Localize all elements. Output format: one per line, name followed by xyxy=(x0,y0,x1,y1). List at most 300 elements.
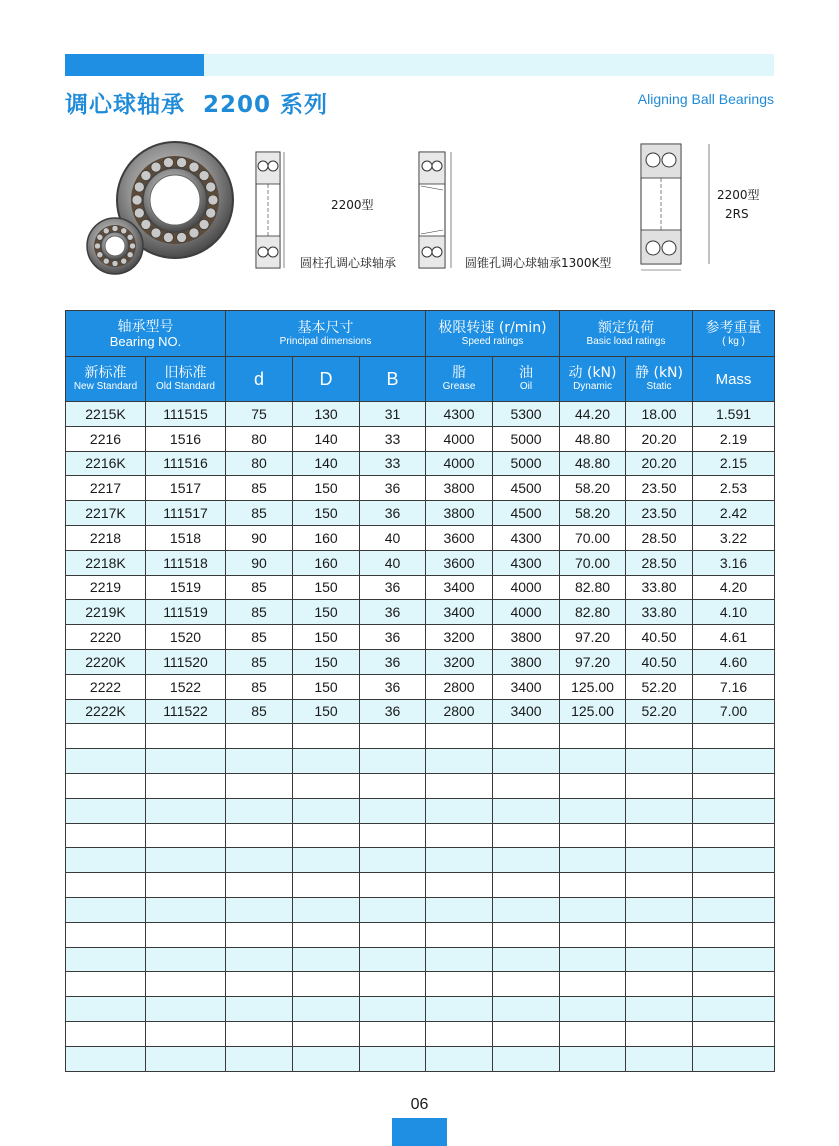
table-cell: 90 xyxy=(226,525,293,550)
table-cell: 85 xyxy=(226,476,293,501)
table-cell: 4000 xyxy=(493,575,560,600)
table-cell xyxy=(493,897,560,922)
table-cell xyxy=(493,823,560,848)
table-row-empty xyxy=(66,749,775,774)
table-cell xyxy=(426,749,493,774)
table-cell: 150 xyxy=(293,625,360,650)
table-cell xyxy=(426,724,493,749)
table-cell xyxy=(626,947,693,972)
table-cell xyxy=(293,972,360,997)
table-cell xyxy=(693,1046,775,1071)
table-cell: 160 xyxy=(293,550,360,575)
table-cell xyxy=(146,997,226,1022)
bearing-ball xyxy=(132,195,142,205)
table-cell xyxy=(626,848,693,873)
table-cell xyxy=(226,873,293,898)
table-cell: 2.19 xyxy=(693,426,775,451)
table-cell xyxy=(493,798,560,823)
table-row xyxy=(66,674,775,699)
table-cell: 3.16 xyxy=(693,550,775,575)
table-cell xyxy=(626,823,693,848)
table-cell: 2800 xyxy=(426,699,493,724)
table-cell: 130 xyxy=(293,402,360,427)
bearing-ball xyxy=(127,252,133,258)
table-cell: 20.20 xyxy=(626,451,693,476)
cylindrical-bore-drawing xyxy=(250,144,290,274)
table-cell: 3.22 xyxy=(693,525,775,550)
table-cell xyxy=(426,922,493,947)
type-2rs-label-1: 2200型 xyxy=(717,188,760,202)
table-cell: 3800 xyxy=(426,501,493,526)
table-cell xyxy=(226,798,293,823)
table-row xyxy=(66,451,775,476)
table-cell: 85 xyxy=(226,699,293,724)
table-cell: 1519 xyxy=(146,575,226,600)
table-cell xyxy=(360,873,426,898)
table-cell: 2.53 xyxy=(693,476,775,501)
table-cell xyxy=(493,972,560,997)
table-cell: 2217 xyxy=(66,476,146,501)
table-cell: 2.42 xyxy=(693,501,775,526)
table-cell: 82.80 xyxy=(560,600,626,625)
bearing-ball xyxy=(206,182,216,192)
table-cell: 1520 xyxy=(146,625,226,650)
table-cell: 23.50 xyxy=(626,476,693,501)
table-cell xyxy=(226,1021,293,1046)
table-cell: 3400 xyxy=(493,674,560,699)
table-cell: 20.20 xyxy=(626,426,693,451)
table-cell xyxy=(426,947,493,972)
table-cell xyxy=(146,848,226,873)
table-cell: 18.00 xyxy=(626,402,693,427)
page-number: 06 xyxy=(410,1096,429,1113)
group-dimensions: 基本尺寸 Principal dimensions xyxy=(226,311,426,357)
table-cell xyxy=(493,947,560,972)
group-load-ratings: 额定负荷 Basic load ratings xyxy=(560,311,693,357)
table-cell: 5300 xyxy=(493,402,560,427)
table-cell xyxy=(293,922,360,947)
table-cell xyxy=(226,848,293,873)
table-cell: 52.20 xyxy=(626,674,693,699)
table-cell xyxy=(66,724,146,749)
table-body xyxy=(66,402,775,1072)
table-cell: 4300 xyxy=(493,550,560,575)
table-cell xyxy=(626,873,693,898)
table-cell: 2216 xyxy=(66,426,146,451)
page-tab xyxy=(392,1118,447,1146)
table-cell xyxy=(66,873,146,898)
table-cell xyxy=(293,873,360,898)
table-cell xyxy=(146,972,226,997)
table-row-empty xyxy=(66,922,775,947)
col-old-standard: 旧标准 Old Standard xyxy=(146,357,226,402)
table-cell xyxy=(426,798,493,823)
table-cell: 2800 xyxy=(426,674,493,699)
table-cell: 36 xyxy=(360,600,426,625)
table-cell: 2218K xyxy=(66,550,146,575)
table-cell xyxy=(66,897,146,922)
type-2200-label: 2200型 xyxy=(331,198,374,212)
bearing-ball xyxy=(151,162,161,172)
table-cell xyxy=(360,749,426,774)
table-cell: 140 xyxy=(293,451,360,476)
table-cell xyxy=(293,848,360,873)
table-cell: 2218 xyxy=(66,525,146,550)
table-cell: 1517 xyxy=(146,476,226,501)
table-cell xyxy=(493,749,560,774)
table-cell xyxy=(293,773,360,798)
table-cell: 23.50 xyxy=(626,501,693,526)
table-cell: 4300 xyxy=(493,525,560,550)
table-row-empty xyxy=(66,823,775,848)
title-series: 2200 系列 xyxy=(203,92,329,118)
title-zh: 调心球轴承 xyxy=(65,92,185,118)
table-cell xyxy=(146,897,226,922)
table-cell xyxy=(493,773,560,798)
col-new-standard: 新标准 New Standard xyxy=(66,357,146,402)
table-cell: 150 xyxy=(293,600,360,625)
table-cell: 3600 xyxy=(426,550,493,575)
table-cell xyxy=(560,873,626,898)
table-cell: 36 xyxy=(360,649,426,674)
table-cell xyxy=(560,724,626,749)
tapered-bore-label: 圆锥孔调心球轴承1300K型 xyxy=(465,256,612,270)
table-cell: 40.50 xyxy=(626,649,693,674)
table-cell xyxy=(360,997,426,1022)
table-cell xyxy=(493,1021,560,1046)
table-cell: 4.60 xyxy=(693,649,775,674)
table-row-empty xyxy=(66,997,775,1022)
table-cell xyxy=(293,1021,360,1046)
bearing-ball xyxy=(121,228,127,234)
bearing-ball xyxy=(141,171,151,181)
table-cell: 40 xyxy=(360,550,426,575)
table-row-empty xyxy=(66,724,775,749)
group-bearing-no: 轴承型号 Bearing NO. xyxy=(66,311,226,357)
table-cell xyxy=(226,922,293,947)
table-cell xyxy=(146,773,226,798)
table-cell xyxy=(293,823,360,848)
col-b: B xyxy=(360,357,426,402)
table-row xyxy=(66,575,775,600)
sealed-2rs-drawing xyxy=(635,138,717,276)
table-cell xyxy=(293,1046,360,1071)
table-cell: 2222 xyxy=(66,674,146,699)
table-cell: 70.00 xyxy=(560,525,626,550)
table-cell: 48.80 xyxy=(560,451,626,476)
col-grease: 脂 Grease xyxy=(426,357,493,402)
table-cell xyxy=(693,897,775,922)
table-cell: 111518 xyxy=(146,550,226,575)
table-cell: 85 xyxy=(226,674,293,699)
table-cell: 85 xyxy=(226,501,293,526)
table-cell: 90 xyxy=(226,550,293,575)
table-cell xyxy=(146,749,226,774)
table-row xyxy=(66,426,775,451)
table-cell xyxy=(360,947,426,972)
table-cell xyxy=(146,724,226,749)
table-cell xyxy=(626,997,693,1022)
table-cell: 4000 xyxy=(493,600,560,625)
bearing-ball xyxy=(112,226,118,232)
table-cell: 3200 xyxy=(426,649,493,674)
table-cell xyxy=(360,798,426,823)
table-cell xyxy=(426,823,493,848)
table-cell: 3600 xyxy=(426,525,493,550)
bearing-ball xyxy=(141,219,151,229)
table-cell xyxy=(560,823,626,848)
table-cell: 4.10 xyxy=(693,600,775,625)
table-cell: 36 xyxy=(360,625,426,650)
table-cell: 2215K xyxy=(66,402,146,427)
bearing-ball xyxy=(177,232,187,242)
table-row-empty xyxy=(66,947,775,972)
table-row xyxy=(66,699,775,724)
table-cell xyxy=(426,972,493,997)
bearing-ball xyxy=(199,219,209,229)
table-cell: 33.80 xyxy=(626,575,693,600)
table-row-empty xyxy=(66,1021,775,1046)
table-row-empty xyxy=(66,773,775,798)
table-cell xyxy=(66,773,146,798)
table-row xyxy=(66,402,775,427)
table-cell: 111519 xyxy=(146,600,226,625)
table-cell: 4300 xyxy=(426,402,493,427)
table-row xyxy=(66,501,775,526)
table-cell xyxy=(426,897,493,922)
table-cell: 58.20 xyxy=(560,501,626,526)
bearing-ball xyxy=(103,258,109,264)
table-cell: 36 xyxy=(360,674,426,699)
table-cell: 2220 xyxy=(66,625,146,650)
col-oil: 油 Oil xyxy=(493,357,560,402)
table-cell xyxy=(626,798,693,823)
table-cell xyxy=(560,972,626,997)
table-row xyxy=(66,625,775,650)
col-static: 静 (kN) Static xyxy=(626,357,693,402)
table-row xyxy=(66,525,775,550)
table-cell: 150 xyxy=(293,476,360,501)
table-cell: 3200 xyxy=(426,625,493,650)
table-cell: 2220K xyxy=(66,649,146,674)
bearing-spec-table xyxy=(65,310,775,1072)
bearing-ball xyxy=(127,234,133,240)
table-cell: 40 xyxy=(360,525,426,550)
table-cell xyxy=(226,1046,293,1071)
table-cell xyxy=(66,947,146,972)
table-cell xyxy=(226,972,293,997)
table-cell: 82.80 xyxy=(560,575,626,600)
table-cell: 2.15 xyxy=(693,451,775,476)
table-cell: 111515 xyxy=(146,402,226,427)
table-cell xyxy=(360,823,426,848)
bearing-ball xyxy=(103,228,109,234)
table-cell xyxy=(146,922,226,947)
table-cell xyxy=(626,1046,693,1071)
table-cell: 5000 xyxy=(493,426,560,451)
table-cell: 52.20 xyxy=(626,699,693,724)
table-cell xyxy=(626,897,693,922)
table-cell: 36 xyxy=(360,501,426,526)
cylindrical-bore-label: 圆柱孔调心球轴承 xyxy=(300,256,397,270)
table-cell: 125.00 xyxy=(560,674,626,699)
table-cell xyxy=(626,972,693,997)
tapered-bore-drawing xyxy=(413,144,457,274)
table-cell: 111520 xyxy=(146,649,226,674)
table-cell xyxy=(146,823,226,848)
table-row xyxy=(66,649,775,674)
table-cell xyxy=(693,997,775,1022)
group-speed-ratings: 极限转速 (r/min) Speed ratings xyxy=(426,311,560,357)
table-cell xyxy=(426,1046,493,1071)
table-cell xyxy=(693,823,775,848)
bearing-ball xyxy=(163,158,173,168)
table-cell: 150 xyxy=(293,674,360,699)
table-cell xyxy=(693,724,775,749)
table-cell xyxy=(560,848,626,873)
table-cell xyxy=(146,1021,226,1046)
table-cell xyxy=(293,798,360,823)
table-cell xyxy=(146,947,226,972)
table-cell xyxy=(626,749,693,774)
table-cell: 7.00 xyxy=(693,699,775,724)
bearing-figures xyxy=(65,130,774,280)
table-cell: 36 xyxy=(360,699,426,724)
table-cell: 31 xyxy=(360,402,426,427)
table-cell xyxy=(293,997,360,1022)
table-cell xyxy=(693,972,775,997)
table-row xyxy=(66,600,775,625)
table-cell: 150 xyxy=(293,501,360,526)
table-cell xyxy=(426,873,493,898)
col-d: d xyxy=(226,357,293,402)
table-cell xyxy=(66,972,146,997)
table-cell xyxy=(693,947,775,972)
table-cell xyxy=(693,848,775,873)
bearing-ball xyxy=(97,234,103,240)
table-cell xyxy=(693,922,775,947)
col-dynamic: 动 (kN) Dynamic xyxy=(560,357,626,402)
table-cell: 85 xyxy=(226,600,293,625)
table-cell: 1518 xyxy=(146,525,226,550)
table-cell xyxy=(146,1046,226,1071)
table-cell xyxy=(426,848,493,873)
table-cell xyxy=(560,1046,626,1071)
bearing-ball xyxy=(134,182,144,192)
table-cell: 2219 xyxy=(66,575,146,600)
table-cell xyxy=(493,873,560,898)
table-cell xyxy=(360,897,426,922)
table-cell xyxy=(560,773,626,798)
table-cell xyxy=(226,897,293,922)
bearing-ball xyxy=(206,208,216,218)
table-cell xyxy=(293,947,360,972)
bearing-ball xyxy=(189,162,199,172)
table-cell xyxy=(66,823,146,848)
table-cell xyxy=(146,873,226,898)
table-cell: 58.20 xyxy=(560,476,626,501)
table-cell xyxy=(560,922,626,947)
table-cell: 160 xyxy=(293,525,360,550)
table-cell xyxy=(226,947,293,972)
table-cell: 4.20 xyxy=(693,575,775,600)
table-cell xyxy=(226,773,293,798)
col-outer-d: D xyxy=(293,357,360,402)
table-cell: 4000 xyxy=(426,451,493,476)
table-cell xyxy=(560,749,626,774)
bearing-ball xyxy=(189,228,199,238)
table-cell xyxy=(226,724,293,749)
table-cell xyxy=(693,773,775,798)
table-cell: 3400 xyxy=(426,600,493,625)
table-cell xyxy=(693,798,775,823)
bearing-ball xyxy=(97,252,103,258)
table-row-empty xyxy=(66,848,775,873)
table-cell: 5000 xyxy=(493,451,560,476)
bearing-ball xyxy=(151,228,161,238)
table-cell: 2222K xyxy=(66,699,146,724)
table-row-empty xyxy=(66,897,775,922)
table-cell xyxy=(360,773,426,798)
bearing-ball xyxy=(199,171,209,181)
table-cell xyxy=(226,749,293,774)
table-cell xyxy=(693,1021,775,1046)
table-cell: 36 xyxy=(360,476,426,501)
table-cell: 2216K xyxy=(66,451,146,476)
table-cell xyxy=(560,997,626,1022)
table-cell xyxy=(360,922,426,947)
table-cell xyxy=(426,773,493,798)
table-row-empty xyxy=(66,873,775,898)
table-cell xyxy=(426,997,493,1022)
table-cell: 3400 xyxy=(493,699,560,724)
table-cell: 150 xyxy=(293,649,360,674)
table-row xyxy=(66,550,775,575)
bearing-ball xyxy=(208,195,218,205)
table-cell: 33.80 xyxy=(626,600,693,625)
table-cell: 28.50 xyxy=(626,525,693,550)
table-cell: 125.00 xyxy=(560,699,626,724)
table-cell xyxy=(66,848,146,873)
table-cell xyxy=(66,997,146,1022)
table-cell: 1516 xyxy=(146,426,226,451)
header-accent-block xyxy=(65,54,204,76)
table-cell: 1522 xyxy=(146,674,226,699)
type-2rs-label-2: 2RS xyxy=(725,207,749,221)
table-cell xyxy=(360,724,426,749)
table-cell: 70.00 xyxy=(560,550,626,575)
table-cell: 36 xyxy=(360,575,426,600)
table-cell xyxy=(226,997,293,1022)
table-cell xyxy=(626,773,693,798)
table-cell: 85 xyxy=(226,649,293,674)
table-cell xyxy=(560,798,626,823)
table-cell: 111516 xyxy=(146,451,226,476)
table-cell: 80 xyxy=(226,426,293,451)
table-cell: 3800 xyxy=(493,649,560,674)
table-cell xyxy=(360,848,426,873)
table-cell xyxy=(66,798,146,823)
table-cell: 3800 xyxy=(426,476,493,501)
table-cell xyxy=(493,1046,560,1071)
page-title xyxy=(65,86,328,119)
table-cell xyxy=(293,897,360,922)
table-cell xyxy=(66,1046,146,1071)
table-cell xyxy=(693,873,775,898)
table-cell: 48.80 xyxy=(560,426,626,451)
table-cell: 85 xyxy=(226,575,293,600)
bearing-ball xyxy=(95,243,101,249)
